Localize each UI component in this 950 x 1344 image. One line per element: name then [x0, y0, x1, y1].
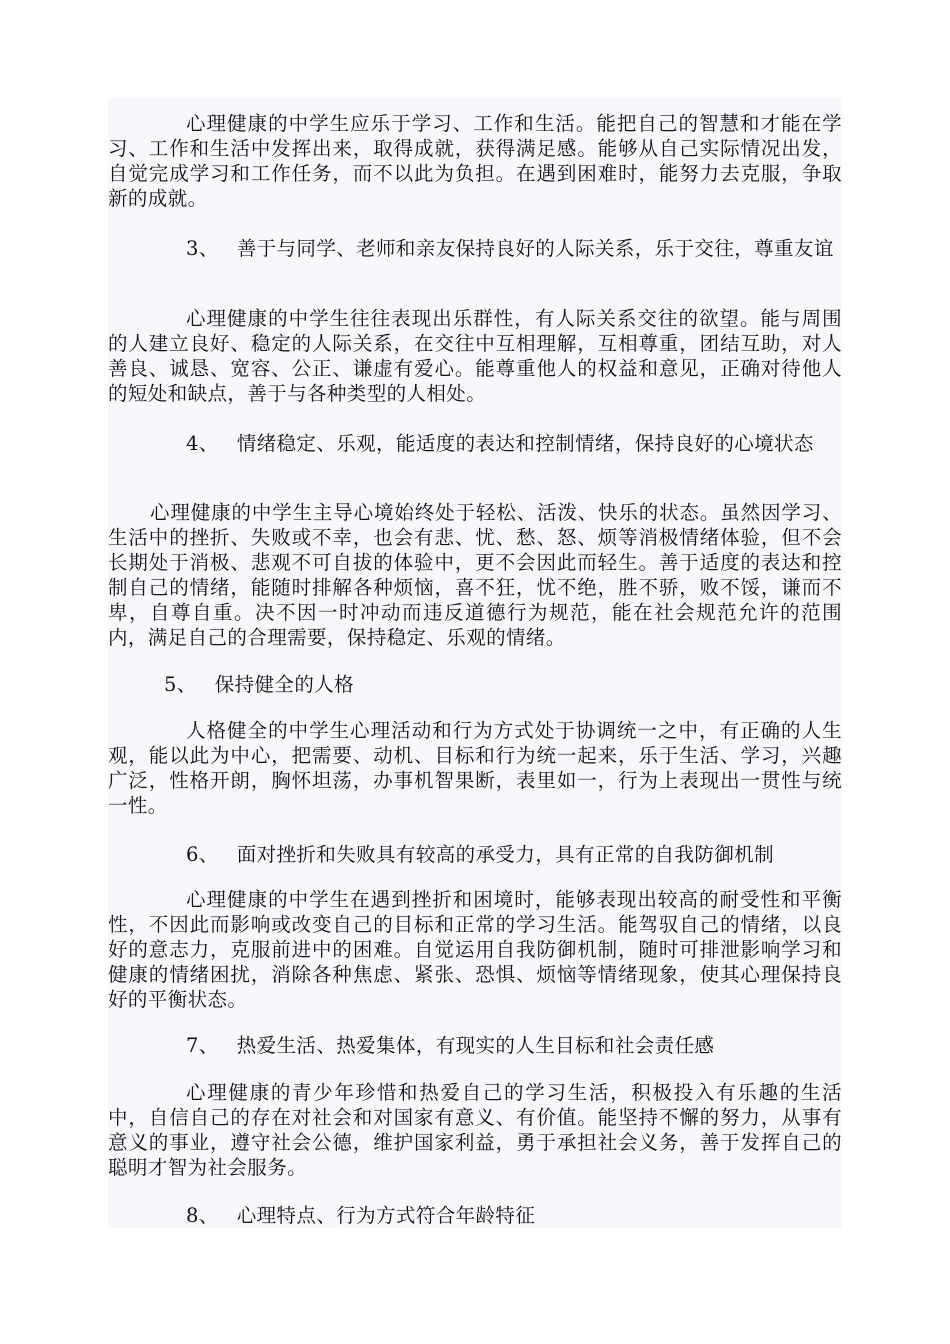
heading-number: 5、 — [164, 673, 197, 696]
paragraph-love-life: 心理健康的青少年珍惜和热爱自己的学习生活，积极投入有乐趣的生活中，自信自己的存在对社会和对国家有意义、有价值。能坚持不懈的努力，从事有意义的事业，遵守社会公德，维护国家利益，勇于承担社会义务，善于发挥自己的聪明才智为社会服务。 — [108, 1081, 842, 1179]
paragraph-personality: 人格健全的中学生心理活动和行为方式处于协调统一之中，有正确的人生观，能以此为中心，把需要、动机、目标和行为统一起来，乐于生活、学习，兴趣广泛，性格开朗，胸怀坦荡，办事机智果断，表里如一，行为上表现出一贯性与统一性。 — [108, 719, 842, 817]
heading-8 — [108, 1203, 842, 1228]
document-body — [108, 98, 842, 1228]
paragraph-resilience: 心理健康的中学生在遇到挫折和困境时，能够表现出较高的耐受性和平衡性，不因此而影响或改变自己的目标和正常的学习生活。能驾驭自己的情绪，以良好的意志力，克服前进中的困难。自觉运用自我防御机制，随时可排泄影响学习和健康的情绪困扰，消除各种焦虑、紧张、恐惧、烦恼等情绪现象，使其心理保持良好的平衡状态。 — [108, 888, 842, 1011]
heading-text: 心理特点、行为方式符合年龄特征 — [236, 1204, 536, 1227]
heading-number: 8、 — [186, 1204, 219, 1227]
heading-number: 3、 — [186, 237, 219, 260]
heading-text: 面对挫折和失败具有较高的承受力，具有正常的自我防御机制 — [236, 843, 775, 866]
heading-7 — [108, 1033, 842, 1058]
heading-text: 情绪稳定、乐观，能适度的表达和控制情绪，保持良好的心境状态 — [236, 432, 814, 455]
heading-number: 6、 — [186, 843, 219, 866]
heading-4 — [108, 431, 842, 456]
heading-5 — [108, 672, 842, 697]
paragraph-relationships: 心理健康的中学生往往表现出乐群性，有人际关系交往的欲望。能与周围的人建立良好、稳定的人际关系，在交往中互相理解，互相尊重，团结互助，对人善良、诚恳、宽容、公正、谦虚有爱心。能尊重他人的权益和意见，正确对待他人的短处和缺点，善于与各种类型的人相处。 — [108, 307, 842, 405]
paragraph-emotions: 心理健康的中学生主导心境始终处于轻松、活泼、快乐的状态。虽然因学习、生活中的挫折、失败或不幸，也会有悲、忧、愁、怒、烦等消极情绪体验，但不会长期处于消极、悲观不可自拔的体验中，更不会因此而轻生。善于适度的表达和控制自己的情绪，能随时排解各种烦恼，喜不狂，忧不绝，胜不骄，败不馁，谦而不卑，自尊自重。决不因一时冲动而违反道德行为规范，能在社会规范允许的范围内，满足自己的合理需要，保持稳定、乐观的情绪。 — [108, 501, 842, 649]
heading-text: 善于与同学、老师和亲友保持良好的人际关系，乐于交往，尊重友谊 — [236, 237, 834, 260]
heading-text: 热爱生活、热爱集体，有现实的人生目标和社会责任感 — [236, 1034, 715, 1057]
heading-text: 保持健全的人格 — [214, 673, 355, 696]
paragraph-learning: 心理健康的中学生应乐于学习、工作和生活。能把自己的智慧和才能在学习、工作和生活中发挥出来，取得成就，获得满足感。能够从自己实际情况出发，自觉完成学习和工作任务，而不以此为负担。在遇到困难时，能努力去克服，争取新的成就。 — [108, 112, 842, 210]
heading-3 — [108, 236, 842, 261]
heading-number: 7、 — [186, 1034, 219, 1057]
heading-6 — [108, 842, 842, 867]
heading-number: 4、 — [186, 432, 219, 455]
